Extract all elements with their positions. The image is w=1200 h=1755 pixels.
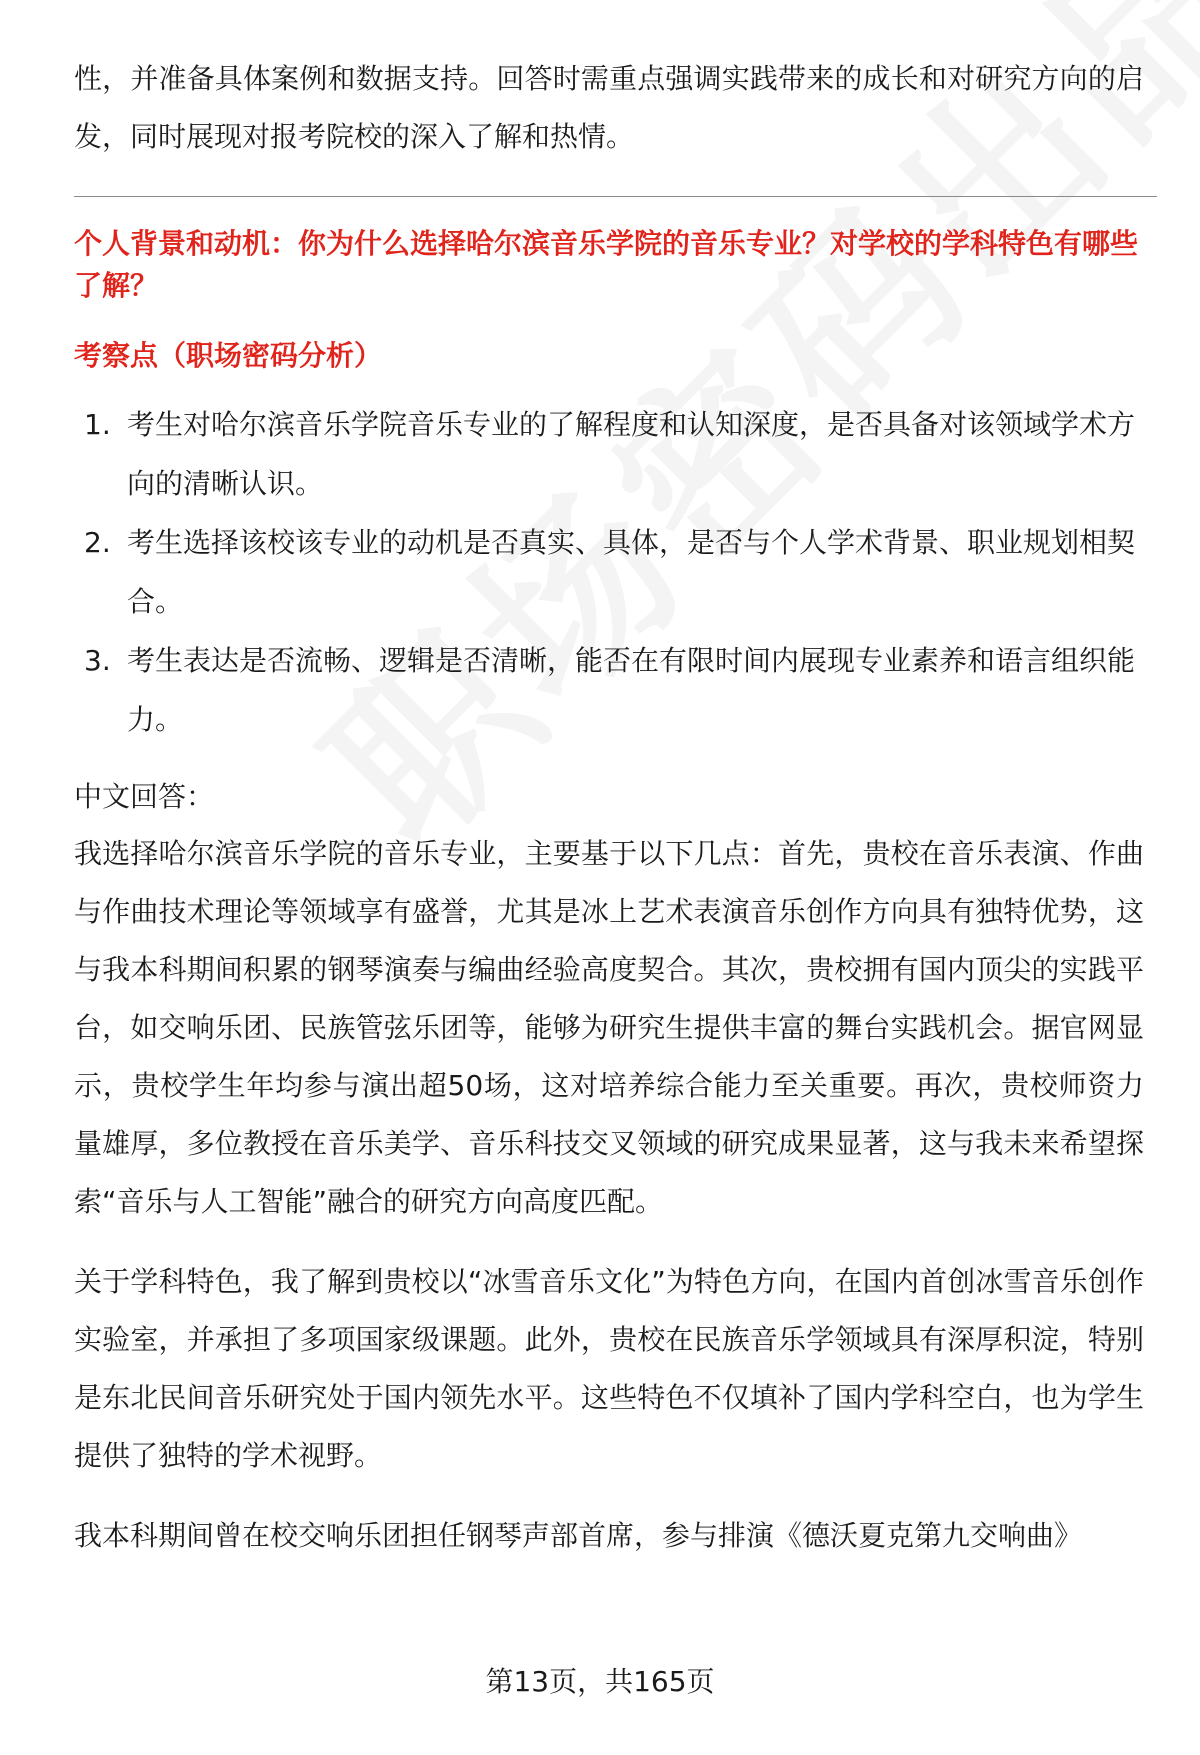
intro-paragraph: 性，并准备具体案例和数据支持。回答时需重点强调实践带来的成长和对研究方向的启发，同时展现对报考院校的深入了解和热情。	[74, 62, 1144, 153]
exam-point-text: 考生表达是否流畅、逻辑是否清晰，能否在有限时间内展现专业素养和语言组织能力。	[127, 644, 1136, 736]
answer-label: 中文回答：	[74, 780, 215, 813]
exam-points-title: 考察点（职场密码分析）	[74, 339, 383, 372]
exam-point-number: 3.	[84, 644, 111, 677]
answer-paragraph: 关于学科特色，我了解到贵校以“冰雪音乐文化”为特色方向，在国内首创冰雪音乐创作实验室，并承担了多项国家级课题。此外，贵校在民族音乐学领域具有深厚积淀，特别是东北民间音乐研究处于国内领先水平。这些特色不仅填补了国内学科空白，也为学生提供了独特的学术视野。	[74, 1265, 1144, 1472]
exam-point-item	[74, 395, 1144, 513]
page-content	[74, 50, 1144, 1565]
answer-paragraph: 我选择哈尔滨音乐学院的音乐专业，主要基于以下几点：首先，贵校在音乐表演、作曲与作曲技术理论等领域享有盛誉，尤其是冰上艺术表演音乐创作方向具有独特优势，这与我本科期间积累的钢琴演奏与编曲经验高度契合。其次，贵校拥有国内顶尖的实践平台，如交响乐团、民族管弦乐团等，能够为研究生提供丰富的舞台实践机会。据官网显示，贵校学生年均参与演出超50场，这对培养综合能力至关重要。再次，贵校师资力量雄厚，多位教授在音乐美学、音乐科技交叉领域的研究成果显著，这与我未来希望探索“音乐与人工智能”融合的研究方向高度匹配。	[74, 837, 1144, 1218]
answer-paragraph: 我本科期间曾在校交响乐团担任钢琴声部首席，参与排演《德沃夏克第九交响曲》	[74, 1519, 1083, 1552]
exam-point-number: 1.	[84, 408, 111, 441]
exam-points-list	[74, 395, 1144, 749]
exam-point-number: 2.	[84, 526, 111, 559]
exam-point-text: 考生选择该校该专业的动机是否真实、具体，是否与个人学术背景、职业规划相契合。	[127, 526, 1136, 618]
exam-point-item	[74, 631, 1144, 749]
exam-point-item	[74, 513, 1144, 631]
question-heading: 个人背景和动机：你为什么选择哈尔滨音乐学院的音乐专业？对学校的学科特色有哪些了解？	[74, 227, 1139, 302]
page-number: 第13页，共165页	[485, 1665, 715, 1698]
section-divider	[74, 196, 1157, 197]
exam-point-text: 考生对哈尔滨音乐学院音乐专业的了解程度和认知深度，是否具备对该领域学术方向的清晰认识。	[127, 408, 1136, 500]
